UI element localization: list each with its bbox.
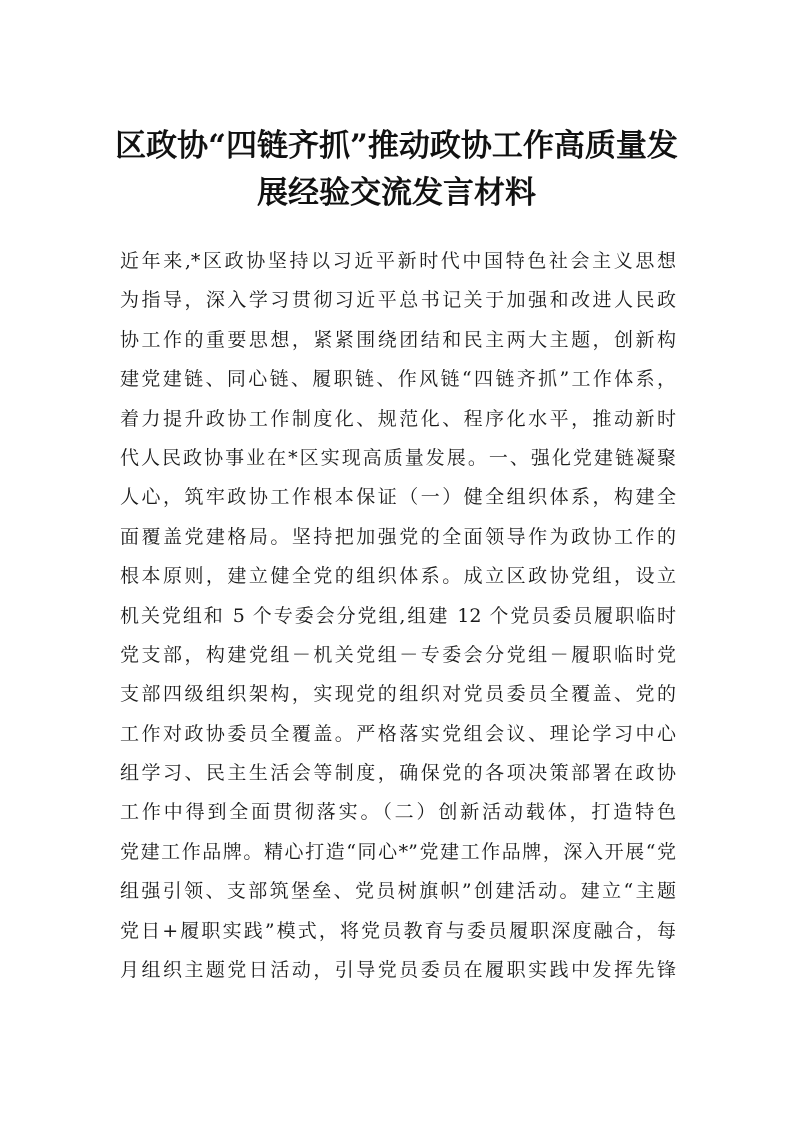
title-line-1: 区政协“四链齐抓”推动政协工作高质量发 bbox=[115, 128, 678, 164]
body-line: 人心，筑牢政协工作根本保证（一）健全组织体系，构建全 bbox=[120, 486, 676, 509]
body-line: 近年来,*区政协坚持以习近平新时代中国特色社会主义思想 bbox=[120, 250, 676, 272]
body-line: 工作中得到全面贯彻落实。（二）创新活动载体，打造特色 bbox=[120, 801, 676, 824]
body-line: 党建工作品牌。精心打造“同心*”党建工作品牌，深入开展“党 bbox=[120, 840, 676, 863]
document-title bbox=[100, 123, 693, 217]
body-line: 着力提升政协工作制度化、规范化、程序化水平，推动新时 bbox=[120, 407, 676, 430]
body-line: 面覆盖党建格局。坚持把加强党的全面领导作为政协工作的 bbox=[120, 525, 676, 548]
title-line-2: 展经验交流发言材料 bbox=[257, 175, 536, 211]
body-line: 党日+履职实践”模式，将党员教育与委员履职深度融合，每 bbox=[120, 919, 676, 942]
body-line: 支部四级组织架构，实现党的组织对党员委员全覆盖、党的 bbox=[120, 683, 676, 706]
body-line: 代人民政协事业在*区实现高质量发展。一、强化党建链凝聚 bbox=[120, 446, 676, 469]
body-line: 机关党组和 5 个专委会分党组,组建 12 个党员委员履职临时 bbox=[120, 604, 676, 627]
body-paragraph bbox=[120, 242, 676, 990]
body-line: 为指导，深入学习贯彻习近平总书记关于加强和改进人民政 bbox=[120, 289, 676, 312]
body-line: 根本原则，建立健全党的组织体系。成立区政协党组，设立 bbox=[120, 565, 676, 588]
body-line: 党支部，构建党组－机关党组－专委会分党组－履职临时党 bbox=[120, 643, 676, 666]
body-line: 工作对政协委员全覆盖。严格落实党组会议、理论学习中心 bbox=[120, 722, 676, 745]
body-line: 月组织主题党日活动，引导党员委员在履职实践中发挥先锋 bbox=[120, 959, 676, 982]
body-line: 协工作的重要思想，紧紧围绕团结和民主两大主题，创新构 bbox=[120, 328, 676, 351]
body-line: 建党建链、同心链、履职链、作风链“四链齐抓”工作体系， bbox=[120, 368, 676, 391]
body-line: 组强引领、支部筑堡垒、党员树旗帜”创建活动。建立“主题 bbox=[120, 880, 676, 903]
body-line: 组学习、民主生活会等制度，确保党的各项决策部署在政协 bbox=[120, 762, 676, 785]
